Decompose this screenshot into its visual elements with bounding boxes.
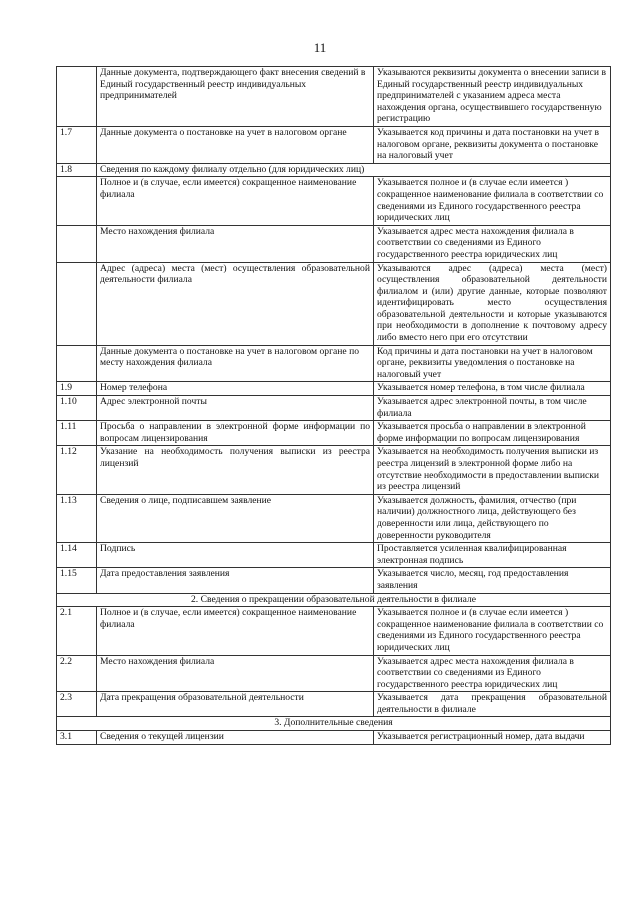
c2-cell: Сведения о текущей лицензии [97, 731, 374, 745]
num-cell [57, 262, 97, 345]
c2-cell: Место нахождения филиала [97, 225, 374, 262]
c2-cell: Просьба о направлении в электронной форме информации по вопросам лицензирования [97, 421, 374, 446]
section-cell-cell: 3. Дополнительные сведения [57, 717, 611, 731]
c3-cell: Указываются адрес (адреса) места (мест) осуществления образовательной деятельности филиалом и (или) другие данные, которые позволяют идентифицировать место осуществления образовательной деятельности и которые указываются при необходимости в дополнение к почтовому адресу либо вместо него при его отсутствии [374, 262, 611, 345]
c2-cell: Подпись [97, 543, 374, 568]
num-cell: 2.2 [57, 655, 97, 692]
section-row [57, 717, 611, 731]
c2-cell: Данные документа, подтверждающего факт внесения сведений в Единый государственный реестр индивидуальных предпринимателей [97, 67, 374, 127]
num-cell [57, 67, 97, 127]
c3-cell: Указывается дата прекращения образовательной деятельности в филиале [374, 692, 611, 717]
c2-cell: Сведения о лице, подписавшем заявление [97, 494, 374, 542]
c3-cell: Указывается адрес места нахождения филиала в соответствии со сведениями из Единого государственного реестра юридических лиц [374, 655, 611, 692]
page-number: 11 [313, 40, 327, 55]
section-cell-cell: 2. Сведения о прекращении образовательной деятельности в филиале [57, 593, 611, 607]
num-cell: 1.9 [57, 382, 97, 396]
num-cell: 1.12 [57, 446, 97, 494]
num-cell: 1.11 [57, 421, 97, 446]
table-row [57, 692, 611, 717]
table-row [57, 655, 611, 692]
num-cell: 1.7 [57, 126, 97, 163]
c3-cell: Указывается номер телефона, в том числе филиала [374, 382, 611, 396]
c3-cell: Указывается просьба о направлении в электронной форме информации по вопросам лицензирования [374, 421, 611, 446]
c2-cell: Полное и (в случае, если имеется) сокращенное наименование филиала [97, 177, 374, 225]
table-row [57, 67, 611, 127]
num-cell: 1.15 [57, 568, 97, 593]
table-row [57, 177, 611, 225]
c2-cell: Указание на необходимость получения выписки из реестра лицензий [97, 446, 374, 494]
num-cell: 2.1 [57, 607, 97, 655]
c3-cell: Проставляется усиленная квалифицированная электронная подпись [374, 543, 611, 568]
table-row [57, 731, 611, 745]
table-row [57, 494, 611, 542]
table-row [57, 345, 611, 382]
c3-cell: Указывается адрес места нахождения филиала в соответствии со сведениями из Единого государственного реестра юридических лиц [374, 225, 611, 262]
table-row [57, 262, 611, 345]
c3-cell: Код причины и дата постановки на учет в налоговом органе, реквизиты уведомления о постановке на налоговый учет [374, 345, 611, 382]
c2-cell: Адрес электронной почты [97, 396, 374, 421]
table-row [57, 163, 611, 177]
c3-cell: Указывается код причины и дата постановки на учет в налоговом органе, реквизиты документа о постановке на налоговый учет [374, 126, 611, 163]
table-row [57, 126, 611, 163]
table-row [57, 543, 611, 568]
c3-cell: Указываются реквизиты документа о внесении записи в Единый государственный реестр индивидуальных предпринимателей с указанием адреса места нахождения органа, осуществившего государственную регистрацию [374, 67, 611, 127]
c2-cell: Дата предоставления заявления [97, 568, 374, 593]
num-cell: 3.1 [57, 731, 97, 745]
num-cell: 2.3 [57, 692, 97, 717]
table-row [57, 382, 611, 396]
c3-cell: Указывается адрес электронной почты, в том числе филиала [374, 396, 611, 421]
table-body [57, 67, 611, 745]
table-row [57, 421, 611, 446]
c3-cell: Указывается должность, фамилия, отчество (при наличии) должностного лица, действующего без доверенности или лица, действующего по доверенности руководителя [374, 494, 611, 542]
c3-cell: Указывается полное и (в случае если имеется ) сокращенное наименование филиала в соответствии со сведениями из Единого государственного реестра юридических лиц [374, 177, 611, 225]
num-cell: 1.8 [57, 163, 97, 177]
c3-cell: Указывается регистрационный номер, дата выдачи [374, 731, 611, 745]
c2-cell: Данные документа о постановке на учет в налоговом органе по месту нахождения филиала [97, 345, 374, 382]
table-row [57, 607, 611, 655]
num-cell: 1.10 [57, 396, 97, 421]
num-cell [57, 225, 97, 262]
num-cell [57, 177, 97, 225]
table-row [57, 446, 611, 494]
requirements-table [56, 66, 611, 745]
c3-cell: Указывается число, месяц, год предоставления заявления [374, 568, 611, 593]
c2-cell: Дата прекращения образовательной деятельности [97, 692, 374, 717]
num-cell: 1.14 [57, 543, 97, 568]
c2-cell: Полное и (в случае, если имеется) сокращенное наименование филиала [97, 607, 374, 655]
c2-cell: Адрес (адреса) места (мест) осуществления образовательной деятельности филиала [97, 262, 374, 345]
num-cell: 1.13 [57, 494, 97, 542]
section-row [57, 593, 611, 607]
c3-cell: Указывается на необходимость получения выписки из реестра лицензий в электронной форме либо на отсутствие необходимости в предоставлении выписки из реестра лицензий [374, 446, 611, 494]
c2-cell: Данные документа о постановке на учет в налоговом органе [97, 126, 374, 163]
table-row [57, 396, 611, 421]
span-cell: Сведения по каждому филиалу отдельно (для юридических лиц) [97, 163, 611, 177]
c3-cell: Указывается полное и (в случае если имеется ) сокращенное наименование филиала в соответствии со сведениями из Единого государственного реестра юридических лиц [374, 607, 611, 655]
table-row [57, 568, 611, 593]
c2-cell: Номер телефона [97, 382, 374, 396]
c2-cell: Место нахождения филиала [97, 655, 374, 692]
table-row [57, 225, 611, 262]
num-cell [57, 345, 97, 382]
